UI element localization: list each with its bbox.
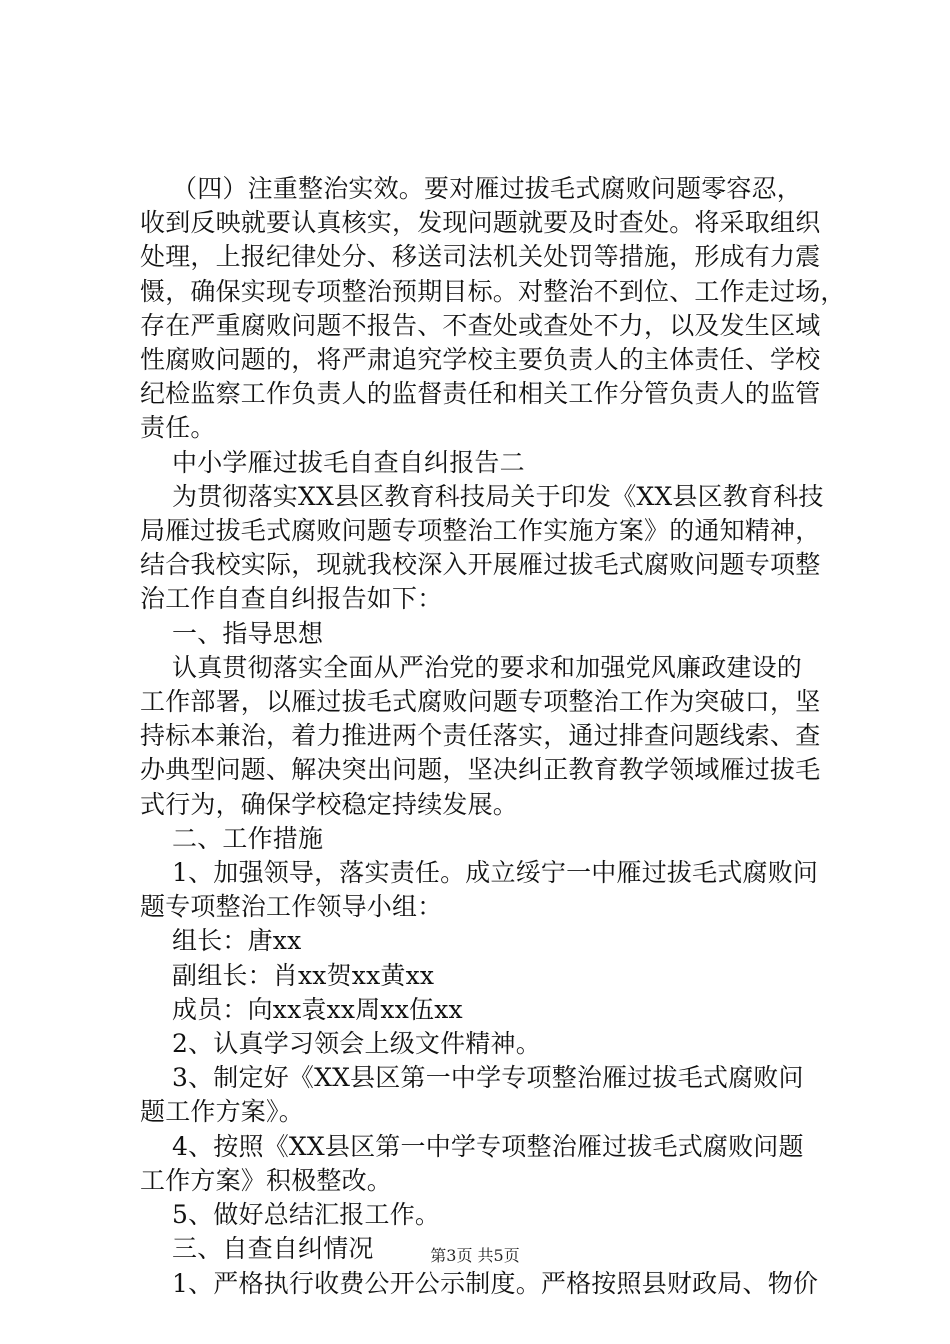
text-line: 纪检监察工作负责人的监督责任和相关工作分管负责人的监管 [140, 379, 821, 409]
document-body [140, 172, 846, 1301]
text-line: 1、加强领导，落实责任。成立绥宁一中雁过拔毛式腐败问 [172, 858, 819, 888]
text-line: 工作部署，以雁过拔毛式腐败问题专项整治工作为突破口，坚 [140, 687, 821, 717]
text-line: 办典型问题、解决突出问题，坚决纠正教育教学领域雁过拔毛 [140, 755, 821, 785]
page-number-label: 第3页 共5页 [430, 1246, 520, 1265]
text-line: 3、制定好《XX县区第一中学专项整治雁过拔毛式腐败问 [172, 1063, 804, 1093]
text-line: 责任。 [140, 413, 216, 443]
text-line: 认真贯彻落实全面从严治党的要求和加强党风廉政建设的 [172, 652, 803, 682]
text-line: （四）注重整治实效。要对雁过拔毛式腐败问题零容忍， [172, 174, 803, 203]
text-line: 性腐败问题的，将严肃追究学校主要负责人的主体责任、学校 [140, 345, 821, 375]
text-line: 慑，确保实现专项整治预期目标。对整治不到位、工作走过场， [140, 276, 846, 306]
text-line: 结合我校实际，现就我校深入开展雁过拔毛式腐败问题专项整 [140, 550, 821, 580]
text-line: 副组长：肖xx贺xx黄xx [172, 960, 435, 990]
text-line: 1、严格执行收费公开公示制度。严格按照县财政局、物价 [172, 1268, 819, 1298]
text-line: 题工作方案》。 [140, 1097, 304, 1127]
text-line: 5、做好总结汇报工作。 [172, 1200, 441, 1230]
text-line: 二、工作措施 [172, 823, 324, 853]
text-line: 式行为，确保学校稳定持续发展。 [140, 789, 519, 819]
text-line: 一、指导思想 [172, 618, 324, 648]
text-line: 存在严重腐败问题不报告、不查处或查处不力，以及发生区域 [140, 310, 821, 340]
text-line: 2、认真学习领会上级文件精神。 [172, 1029, 541, 1059]
body-text [140, 172, 846, 1301]
text-line: 中小学雁过拔毛自查自纠报告二 [172, 447, 525, 477]
text-line: 组长：唐xx [172, 926, 302, 956]
text-line: 收到反映就要认真核实，发现问题就要及时查处。将采取组织 [140, 208, 821, 238]
text-line: 4、按照《XX县区第一中学专项整治雁过拔毛式腐败问题 [172, 1131, 804, 1161]
text-line: 治工作自查自纠报告如下： [140, 584, 443, 614]
page-footer [0, 1243, 950, 1266]
text-line: 三、自查自纠情况 [172, 1234, 374, 1264]
text-line: 工作方案》积极整改。 [140, 1165, 393, 1195]
text-line: 局雁过拔毛式腐败问题专项整治工作实施方案》的通知精神， [140, 516, 821, 546]
text-line: 处理，上报纪律处分、移送司法机关处罚等措施，形成有力震 [140, 242, 821, 272]
text-line: 成员：向xx袁xx周xx伍xx [172, 994, 463, 1024]
text-line: 持标本兼治，着力推进两个责任落实，通过排查问题线索、查 [140, 721, 821, 751]
text-line: 题专项整治工作领导小组： [140, 892, 443, 922]
text-line: 为贯彻落实XX县区教育科技局关于印发《XX县区教育科技 [172, 481, 824, 511]
